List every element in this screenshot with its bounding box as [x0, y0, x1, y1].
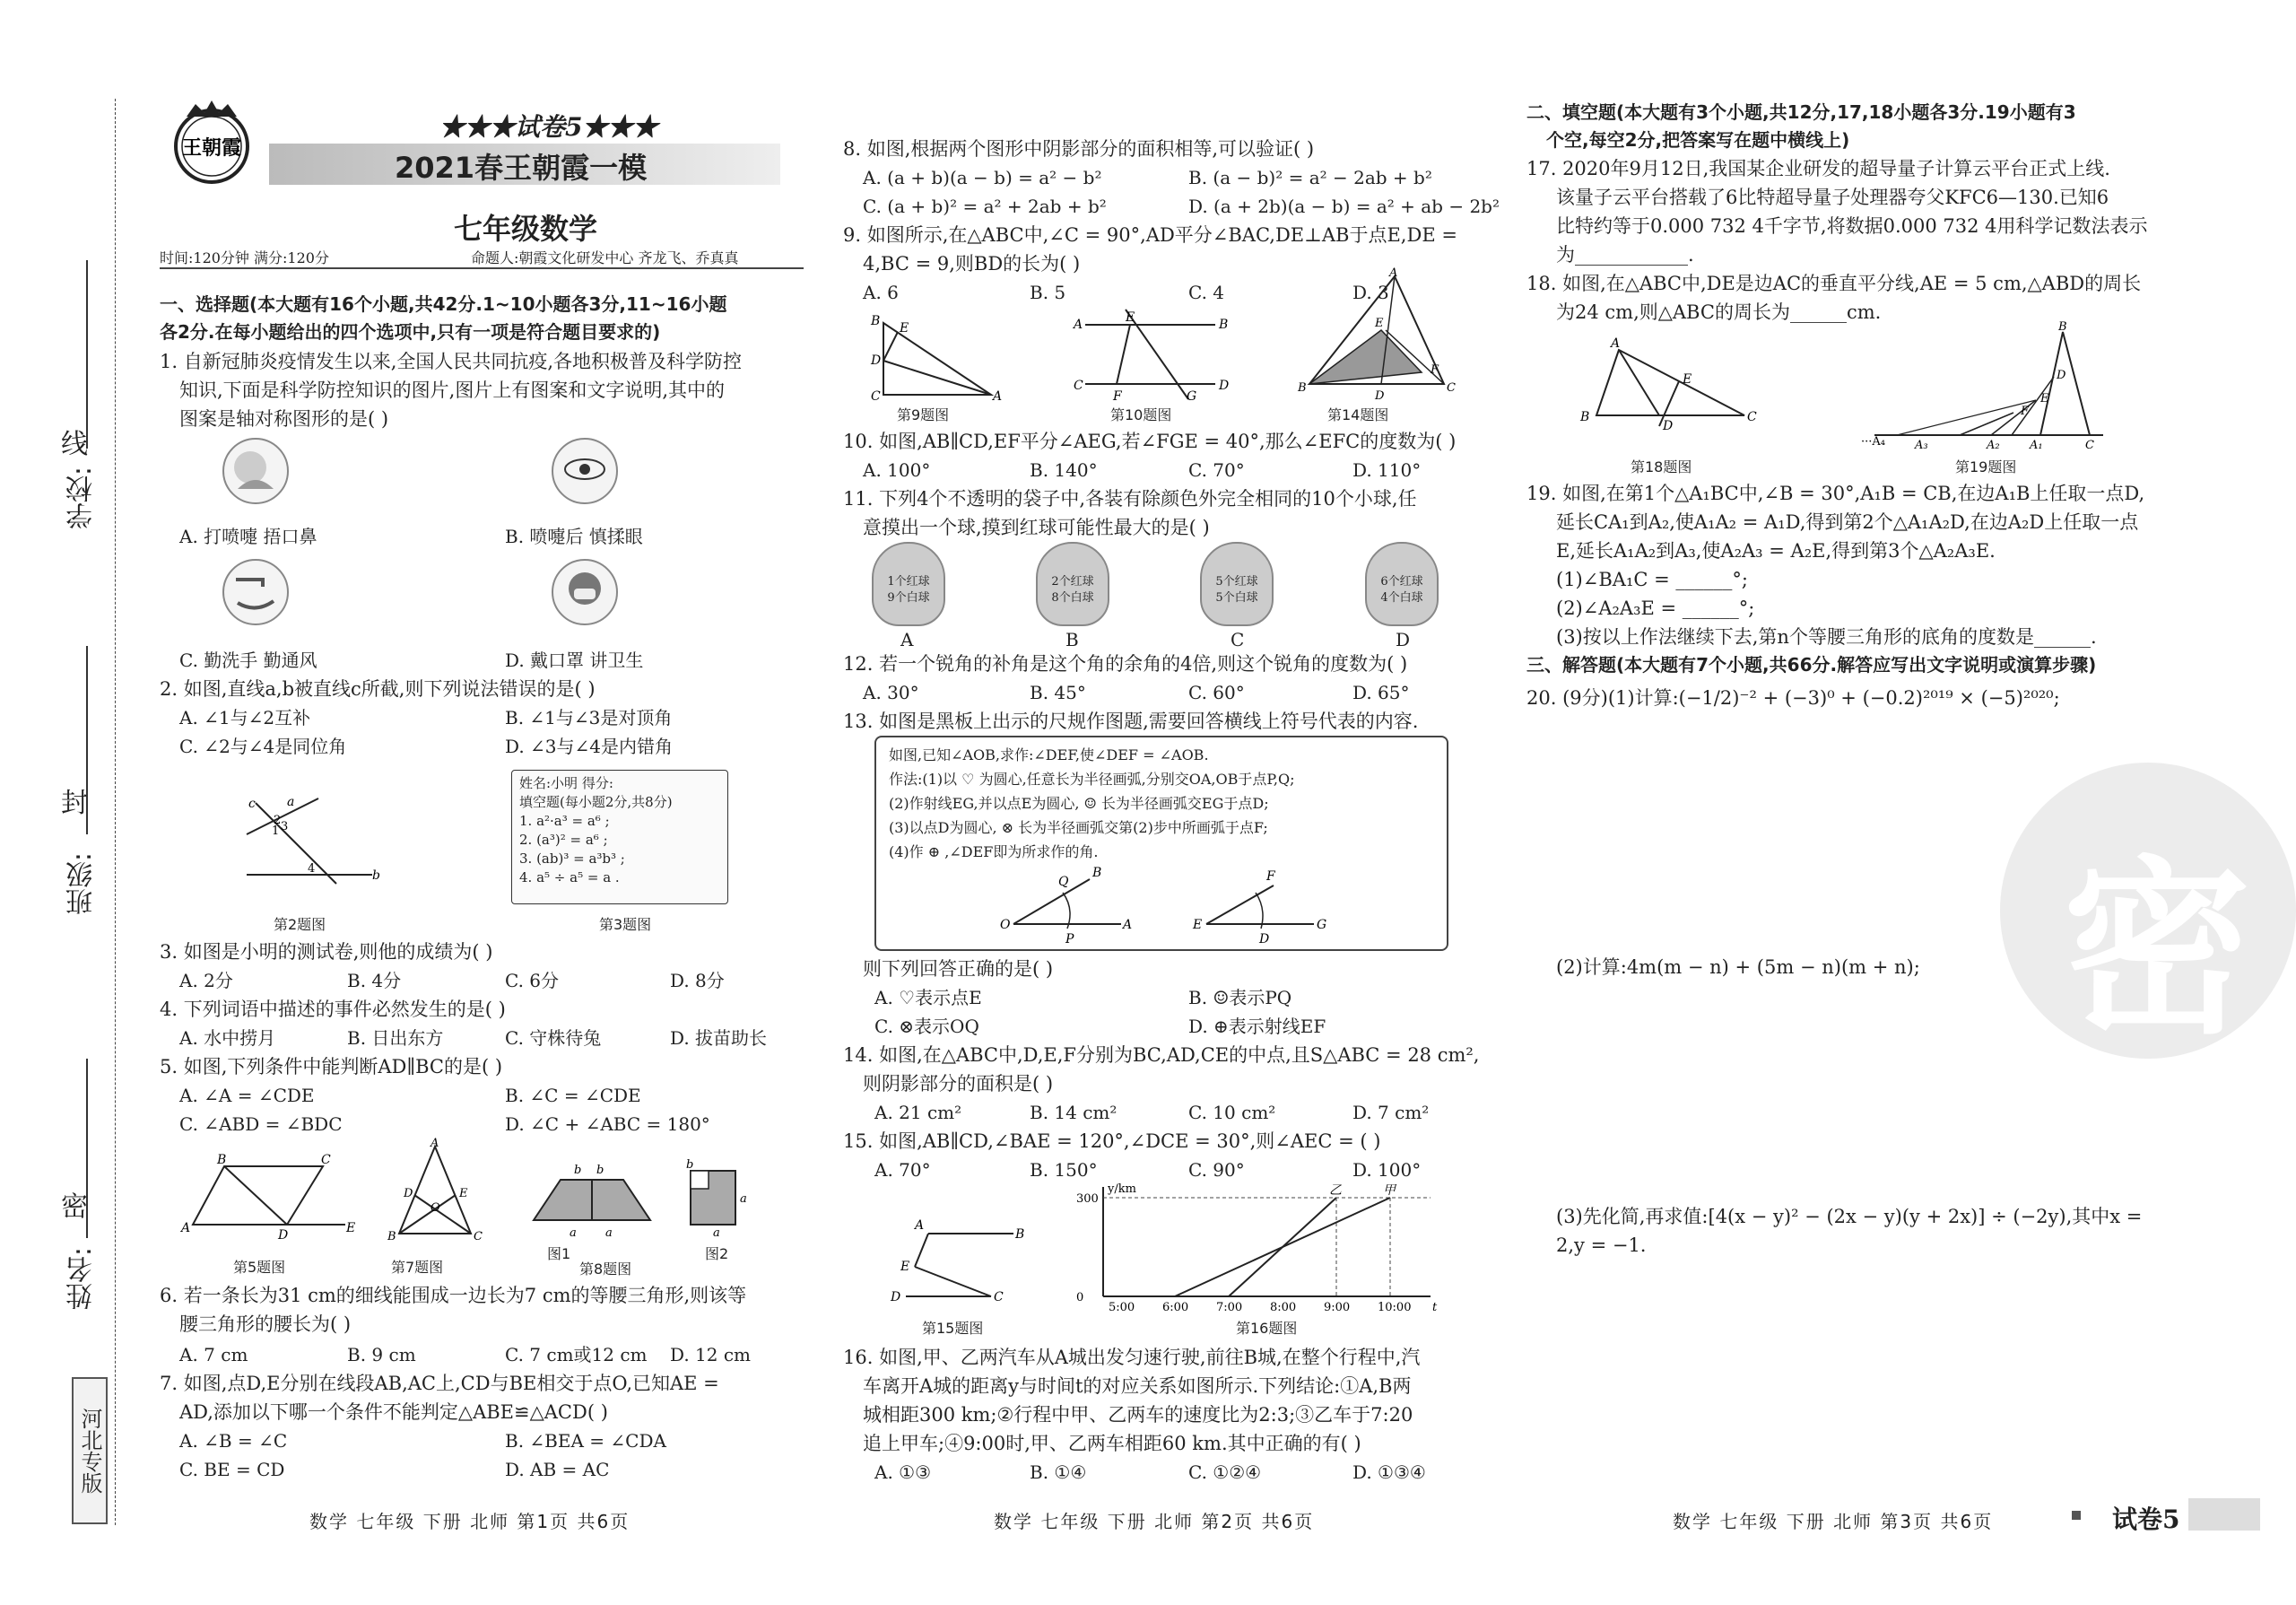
class-field[interactable] [86, 646, 88, 834]
name-label: 姓名: [66, 1247, 98, 1311]
q4-option-a[interactable]: A. 水中捞月 [179, 1027, 276, 1049]
q4-option-b[interactable]: B. 日出东方 [347, 1027, 444, 1049]
q9-caption: 第9题图 [897, 406, 950, 423]
svg-text:A: A [181, 1221, 191, 1235]
q19-caption: 第19题图 [1955, 458, 2017, 475]
svg-text:B: B [1015, 1227, 1025, 1242]
svg-text:b: b [372, 868, 380, 883]
q6-option-c[interactable]: C. 7 cm或12 cm [505, 1344, 648, 1365]
q14-caption: 第14题图 [1327, 406, 1389, 423]
bag-d-white: 4个白球 [1380, 591, 1423, 605]
svg-text:E: E [2040, 392, 2049, 406]
svg-text:a: a [605, 1226, 613, 1240]
q12-line1: 12. 若一个锐角的补角是这个角的余角的4倍,则这个锐角的度数为( ) [843, 653, 1408, 675]
q19-sub2[interactable]: (2)∠A₂A₃E = ______°; [1556, 598, 1755, 619]
q9-line2: 4,BC = 9,则BD的长为( ) [863, 253, 1081, 275]
q6-line2: 腰三角形的腰长为( ) [179, 1313, 352, 1335]
svg-text:a: a [570, 1226, 577, 1240]
bag-b[interactable] [1036, 542, 1109, 626]
q5-figure [179, 1153, 359, 1243]
q15-caption: 第15题图 [922, 1320, 984, 1337]
q9-option-b[interactable]: B. 5 [1030, 282, 1066, 303]
q15-figure [888, 1211, 1049, 1310]
footer-bar [2188, 1498, 2260, 1531]
q3-line1: 3. 如图是小明的测试卷,则他的成绩为( ) [160, 941, 493, 963]
q15-option-c[interactable]: C. 90° [1188, 1159, 1245, 1181]
q4-line1: 4. 下列词语中描述的事件必然发生的是( ) [160, 999, 506, 1020]
q5-option-a[interactable]: A. ∠A = ∠CDE [179, 1085, 315, 1106]
q6-option-b[interactable]: B. 9 cm [347, 1344, 416, 1365]
svg-text:···A₄: ···A₄ [1861, 435, 1885, 449]
q14-line2: 则阴影部分的面积是( ) [863, 1073, 1054, 1095]
logo-text: 王朝霞 [181, 136, 242, 160]
q3-option-a[interactable]: A. 2分 [179, 970, 233, 991]
name-field[interactable] [86, 1059, 88, 1238]
q5-line1: 5. 如图,下列条件中能判断AD∥BC的是( ) [160, 1056, 503, 1077]
svg-text:E: E [900, 1260, 910, 1274]
q8-figure [516, 1157, 785, 1252]
q8-option-c[interactable]: C. (a + b)² = a² + 2ab + b² [863, 196, 1107, 217]
q7-line2: AD,添加以下哪一个条件不能判定△ABE≌△ACD( ) [179, 1401, 608, 1423]
svg-text:A: A [430, 1137, 439, 1150]
q8-caption: 第8题图 [579, 1260, 632, 1278]
q9-option-a[interactable]: A. 6 [863, 282, 899, 303]
svg-text:D: D [404, 1187, 413, 1200]
binding-mark-feng: 封 [61, 788, 88, 819]
school-field[interactable] [86, 260, 88, 449]
svg-text:A: A [1389, 266, 1398, 280]
q12-option-a[interactable]: A. 30° [863, 682, 919, 703]
subject-title: 七年级数学 [454, 212, 598, 246]
svg-text:O: O [430, 1201, 440, 1215]
board-line4: (3)以点D为圆心, ⊗ 长为半径画弧交第(2)步中所画弧于点F; [889, 819, 1268, 836]
chart-series-label: 乙 [1329, 1183, 1342, 1198]
svg-text:G: G [1187, 389, 1197, 404]
q2-option-c[interactable]: C. ∠2与∠4是同位角 [179, 736, 347, 757]
section3-title: 三、解答题(本大题有7个小题,共66分.解答应写出文字说明或演算步骤) [1526, 654, 2097, 676]
q10-option-c[interactable]: C. 70° [1188, 459, 1245, 481]
svg-text:B: B [2058, 320, 2067, 334]
q10-option-d[interactable]: D. 110° [1352, 459, 1422, 481]
q16-chart [1072, 1180, 1444, 1319]
svg-text:b: b [596, 1164, 604, 1177]
svg-text:B: B [1092, 866, 1102, 880]
svg-text:E: E [346, 1221, 356, 1235]
binding-dashed-line [115, 99, 116, 1525]
q3-option-d[interactable]: D. 8分 [670, 970, 725, 991]
sneeze-icon [220, 435, 291, 507]
q14-option-c[interactable]: C. 10 cm² [1188, 1102, 1276, 1123]
svg-text:E: E [1193, 918, 1203, 932]
chart-x-tick: 5:00 [1109, 1301, 1135, 1314]
q19-line1: 19. 如图,在第1个△A₁BC中,∠B = 30°,A₁B = CB,在边A₁B上任取一点D, [1526, 483, 2145, 504]
svg-text:a: a [713, 1226, 720, 1240]
svg-text:C: C [321, 1153, 331, 1167]
svg-text:3: 3 [281, 820, 289, 833]
edition-badge: 河北专版 [72, 1377, 108, 1524]
bag-b-red: 2个红球 [1051, 575, 1094, 589]
q9-option-c[interactable]: C. 4 [1188, 282, 1225, 303]
svg-text:D: D [278, 1228, 289, 1243]
board-line1: 如图,已知∠AOB,求作:∠DEF,使∠DEF = ∠AOB. [889, 746, 1209, 763]
board-line3: (2)作射线EG,并以点E为圆心, ☺ 长为半径画弧交EG于点D; [889, 795, 1269, 812]
q18-line2[interactable]: 为24 cm,则△ABC的周长为______cm. [1556, 301, 1882, 323]
svg-text:E: E [900, 321, 909, 336]
q3-option-b[interactable]: B. 4分 [347, 970, 402, 991]
q2-option-d[interactable]: D. ∠3与∠4是内错角 [505, 736, 674, 757]
chart-x-tick: 8:00 [1270, 1301, 1297, 1314]
svg-text:A₁: A₁ [2030, 439, 2043, 452]
svg-text:D: D [1375, 389, 1385, 403]
section1-title-1: 一、选择题(本大题有16个小题,共42分.1~10小题各3分,11~16小题 [160, 293, 727, 315]
q1-line1: 1. 自新冠肺炎疫情发生以来,全国人民共同抗疫,各地积极普及科学防控 [160, 351, 743, 372]
q16-option-b[interactable]: B. ①④ [1030, 1461, 1087, 1483]
chart-x-label: t [1432, 1301, 1438, 1314]
mask-icon [549, 556, 621, 628]
svg-text:F: F [1113, 389, 1122, 404]
q12-option-b[interactable]: B. 45° [1030, 682, 1086, 703]
svg-text:D: D [871, 353, 882, 368]
svg-text:D: D [1259, 932, 1270, 946]
svg-text:O: O [1000, 918, 1011, 932]
q20-part2: (2)计算:4m(m − n) + (5m − n)(m + n); [1556, 956, 1920, 978]
svg-text:F: F [1266, 869, 1275, 884]
q17-line1: 17. 2020年9月12日,我国某企业研发的超导量子计算云平台正式上线. [1526, 158, 2110, 179]
q12-option-c[interactable]: C. 60° [1188, 682, 1245, 703]
q14-option-a[interactable]: A. 21 cm² [874, 1102, 962, 1123]
bag-c[interactable] [1200, 542, 1274, 626]
test-card-line5: 3. (ab)³ = a³b³ ; [519, 850, 625, 867]
q17-line3: 比特约等于0.000 732 4千字节,将数据0.000 732 4用科学记数法表示 [1556, 215, 2148, 237]
q10-line1: 10. 如图,AB∥CD,EF平分∠AEG,若∠FGE = 40°,那么∠EFC的度数为( ) [843, 431, 1457, 452]
svg-text:2: 2 [274, 814, 282, 827]
test-card-line4: 2. (a³)² = a⁶ ; [519, 832, 608, 848]
footer-paper-tag: 试卷5 [2112, 1505, 2180, 1534]
q6-option-d[interactable]: D. 12 cm [670, 1344, 752, 1365]
q2-figure [238, 789, 381, 888]
q2-option-b[interactable]: B. ∠1与∠3是对顶角 [505, 707, 673, 728]
chart-series-line [1229, 1198, 1336, 1296]
q19-line2: 延长CA₁到A₂,使A₁A₂ = A₁D,得到第2个△A₁A₂D,在边A₂D上任取一点 [1556, 511, 2139, 533]
bag-c-white: 5个白球 [1215, 591, 1258, 605]
q7-option-b[interactable]: B. ∠BEA = ∠CDA [505, 1430, 666, 1452]
q20-part3-line2: 2,y = −1. [1556, 1234, 1647, 1256]
svg-text:C: C [1447, 381, 1456, 395]
q15-option-d[interactable]: D. 100° [1352, 1159, 1422, 1181]
footer-page2: 数学 七年级 下册 北师 第2页 共6页 [994, 1511, 1315, 1532]
eye-icon [549, 435, 621, 507]
svg-text:F: F [2021, 405, 2030, 418]
svg-text:P: P [1065, 932, 1074, 946]
svg-text:D: D [891, 1290, 901, 1304]
svg-text:A₃: A₃ [1915, 439, 1928, 452]
q14-option-b[interactable]: B. 14 cm² [1030, 1102, 1118, 1123]
q13-option-c[interactable]: C. ⊗表示OQ [874, 1016, 979, 1037]
q11-label-c: C [1231, 629, 1245, 650]
q15-option-b[interactable]: B. 150° [1030, 1159, 1098, 1181]
q15-option-a[interactable]: A. 70° [874, 1159, 931, 1181]
q19-line3: E,延长A₁A₂到A₃,使A₂A₃ = A₂E,得到第3个△A₂A₃E. [1556, 540, 1996, 562]
bag-a-white: 9个白球 [887, 591, 930, 605]
svg-text:B: B [1219, 318, 1229, 332]
paper-number: ★★★试卷5★★★ [439, 112, 658, 142]
class-label: 班级: [66, 852, 98, 916]
q14-figure [1296, 266, 1462, 404]
q11-line2: 意摸出一个球,摸到红球可能性最大的是( ) [863, 517, 1210, 538]
chart-y-tick: 0 [1076, 1291, 1084, 1304]
exam-title: 2021春王朝霞一模 [395, 151, 648, 185]
chart-x-tick: 9:00 [1324, 1301, 1351, 1314]
svg-text:C: C [1074, 379, 1083, 393]
q1-option-a[interactable]: A. 打喷嚏 捂口鼻 [179, 526, 317, 547]
q11-line1: 11. 下列4个不透明的袋子中,各装有除颜色外完全相同的10个小球,任 [843, 488, 1417, 510]
svg-text:C: C [474, 1230, 483, 1243]
q16-line3: 城相距300 km;②行程中甲、乙两车的速度比为2:3;③乙车于7:20 [863, 1404, 1413, 1426]
q10-caption: 第10题图 [1110, 406, 1172, 423]
footer-page1: 数学 七年级 下册 北师 第1页 共6页 [309, 1511, 631, 1532]
q8-option-b[interactable]: B. (a − b)² = a² − 2ab + b² [1188, 167, 1432, 188]
test-card [511, 770, 728, 904]
svg-text:G: G [1317, 918, 1327, 932]
q20-part3-line1: (3)先化简,再求值:[4(x − y)² − (2x − y)(y + 2x)] ÷ (−2y),其中x = [1556, 1206, 2143, 1227]
q18-line1: 18. 如图,在△ABC中,DE是边AC的垂直平分线,AE = 5 cm,△ABD的周长 [1526, 273, 2142, 294]
svg-text:1: 1 [272, 824, 280, 838]
watermark-text: 密 [2063, 840, 2252, 1060]
svg-text:A: A [1611, 336, 1621, 351]
svg-text:C: C [2085, 439, 2094, 452]
q16-option-c[interactable]: C. ①②④ [1188, 1461, 1262, 1483]
q7-option-a[interactable]: A. ∠B = ∠C [179, 1430, 288, 1452]
svg-text:E: E [459, 1187, 468, 1200]
bag-a[interactable] [872, 542, 945, 626]
chart-x-tick: 7:00 [1216, 1301, 1243, 1314]
bag-d-red: 6个红球 [1380, 575, 1423, 589]
q9-line1: 9. 如图所示,在△ABC中,∠C = 90°,AD平分∠BAC,DE⊥AB于点E,DE = [843, 224, 1457, 246]
chart-x-tick: 6:00 [1162, 1301, 1189, 1314]
test-card-line1: 姓名:小明 得分: [519, 775, 613, 791]
bag-c-red: 5个红球 [1215, 575, 1258, 589]
board-line2: 作法:(1)以 ♡ 为圆心,任意长为半径画弧,分别交OA,OB于点P,Q; [889, 771, 1295, 788]
q19-sub3[interactable]: (3)按以上作法继续下去,第n个等腰三角形的底角的度数是______. [1556, 626, 2097, 648]
q13-option-b[interactable]: B. ☺表示PQ [1188, 987, 1292, 1008]
q10-option-a[interactable]: A. 100° [863, 459, 931, 481]
q19-sub1[interactable]: (1)∠BA₁C = ______°; [1556, 569, 1748, 590]
q7-line1: 7. 如图,点D,E分别在线段AB,AC上,CD与BE相交于点O,已知AE = [160, 1373, 719, 1394]
binding-mark-xian: 线 [61, 429, 88, 460]
svg-text:b: b [686, 1158, 694, 1172]
q5-option-b[interactable]: B. ∠C = ∠CDE [505, 1085, 641, 1106]
bag-b-white: 8个白球 [1051, 591, 1094, 605]
q5-option-c[interactable]: C. ∠ABD = ∠BDC [179, 1113, 343, 1135]
q13-line2: 则下列回答正确的是( ) [863, 958, 1054, 980]
binding-mark-mi: 密 [61, 1191, 88, 1223]
q3-caption: 第3题图 [599, 916, 652, 933]
svg-text:a: a [740, 1192, 747, 1206]
q16-option-d[interactable]: D. ①③④ [1352, 1461, 1426, 1483]
q1-line2: 知识,下面是科学防控知识的图片,图片上有图案和文字说明,其中的 [179, 379, 726, 401]
q13-construction [996, 866, 1372, 946]
svg-text:D: D [1663, 419, 1674, 433]
q16-caption: 第16题图 [1236, 1320, 1298, 1337]
q15-line1: 15. 如图,AB∥CD,∠BAE = 120°,∠DCE = 30°,则∠AEC = ( ) [843, 1130, 1381, 1152]
q9-option-d[interactable]: D. 3 [1352, 282, 1389, 303]
q11-label-b: B [1065, 629, 1079, 650]
q12-option-d[interactable]: D. 65° [1352, 682, 1410, 703]
q6-line1: 6. 若一条长为31 cm的细线能围成一边长为7 cm的等腰三角形,则该等 [160, 1285, 747, 1306]
q18-caption: 第18题图 [1631, 458, 1692, 475]
q9-figure [865, 305, 1003, 404]
svg-text:Q: Q [1058, 875, 1069, 889]
q16-option-a[interactable]: A. ①③ [874, 1461, 932, 1483]
svg-text:F: F [1431, 363, 1439, 377]
q8-option-a[interactable]: A. (a + b)(a − b) = a² − b² [863, 167, 1102, 188]
bag-a-red: 1个红球 [887, 575, 930, 589]
test-card-line6: 4. a⁵ ÷ a⁵ = a . [519, 869, 620, 885]
q19-figure [1861, 320, 2121, 453]
q11-label-a: A [900, 629, 914, 650]
q20-part1: 20. (9分)(1)计算:(−1/2)⁻² + (−3)⁰ + (−0.2)²⁰¹⁹ × (−5)²⁰²⁰; [1526, 687, 2060, 709]
q16-line4: 追上甲车;④9:00时,甲、乙两车相距60 km.其中正确的有( ) [863, 1433, 1361, 1454]
school-label: 学校: [66, 467, 98, 530]
svg-text:A: A [1123, 918, 1133, 932]
q2-line1: 2. 如图,直线a,b被直线c所截,则下列说法错误的是( ) [160, 678, 596, 700]
svg-text:B: B [1580, 410, 1590, 424]
q14-line1: 14. 如图,在△ABC中,D,E,F分别为BC,AD,CE的中点,且S△ABC = 28 cm², [843, 1044, 1480, 1066]
q8-fig1-caption: 图1 [547, 1245, 571, 1262]
footer-decoration [2072, 1511, 2081, 1520]
time-info: 时间:120分钟 满分:120分 [160, 249, 329, 266]
svg-text:a: a [287, 795, 295, 809]
svg-text:D: D [1219, 379, 1230, 393]
svg-text:C: C [871, 389, 881, 404]
header-rule [160, 267, 804, 269]
brand-logo [160, 97, 267, 187]
svg-text:C: C [1747, 410, 1757, 424]
chart-y-label: y/km [1108, 1182, 1136, 1196]
svg-text:c: c [248, 797, 256, 811]
test-card-line2: 填空题(每小题2分,共8分) [519, 794, 673, 810]
svg-text:B: B [217, 1153, 227, 1167]
q4-option-c[interactable]: C. 守株待兔 [505, 1027, 602, 1049]
q16-line1: 16. 如图,甲、乙两汽车从A城出发匀速行驶,前往B城,在整个行程中,汽 [843, 1347, 1421, 1368]
q14-option-d[interactable]: D. 7 cm² [1352, 1102, 1430, 1123]
q2-caption: 第2题图 [274, 916, 326, 933]
q13-line1: 13. 如图是黑板上出示的尺规作图题,需要回答横线上符号代表的内容. [843, 711, 1419, 732]
author-info: 命题人:朝霞文化研发中心 齐龙飞、乔真真 [471, 249, 739, 266]
q17-line2: 该量子云平台搭载了6比特超导量子处理器夸父KFC6—130.已知6 [1556, 187, 2109, 208]
section1-title-2: 各2分.在每小题给出的四个选项中,只有一项是符合题目要求的) [160, 321, 661, 343]
q7-option-d[interactable]: D. AB = AC [505, 1459, 610, 1480]
svg-text:A: A [915, 1218, 925, 1233]
chart-series-label: 甲 [1383, 1183, 1396, 1198]
q11-label-d: D [1396, 629, 1411, 650]
q5-caption: 第5题图 [233, 1259, 286, 1276]
section2-title-2: 个空,每空2分,把答案写在题中横线上) [1546, 129, 1850, 151]
svg-text:E: E [1375, 317, 1384, 330]
q13-option-a[interactable]: A. ♡表示点E [874, 987, 982, 1008]
test-card-line3: 1. a²·a³ = a⁶ ; [519, 813, 610, 829]
q16-line2: 车离开A城的距离y与时间t的对应关系如图所示.下列结论:①A,B两 [863, 1375, 1412, 1397]
q7-option-c[interactable]: C. BE = CD [179, 1459, 285, 1480]
svg-text:A₂: A₂ [1987, 439, 2000, 452]
q18-figure [1578, 336, 1758, 435]
q3-option-c[interactable]: C. 6分 [505, 970, 560, 991]
q6-option-a[interactable]: A. 7 cm [179, 1344, 248, 1365]
q4-option-d[interactable]: D. 拔苗助长 [670, 1027, 768, 1049]
chart-x-tick: 10:00 [1378, 1301, 1412, 1314]
chart-y-tick: 300 [1076, 1192, 1099, 1206]
q1-line3: 图案是轴对称图形的是( ) [179, 408, 389, 430]
svg-text:D: D [2057, 369, 2066, 382]
svg-text:E: E [1126, 310, 1135, 325]
svg-text:b: b [574, 1164, 582, 1177]
q7-figure [386, 1139, 484, 1243]
svg-text:A: A [1074, 318, 1083, 332]
board-line5: (4)作 ⊕ ,∠DEF即为所求作的角. [889, 843, 1099, 860]
q1-option-d[interactable]: D. 戴口罩 讲卫生 [505, 650, 644, 671]
footer-page3: 数学 七年级 下册 北师 第3页 共6页 [1673, 1511, 1994, 1532]
q2-option-a[interactable]: A. ∠1与∠2互补 [179, 707, 311, 728]
q8-line1: 8. 如图,根据两个图形中阴影部分的面积相等,可以验证( ) [843, 138, 1315, 160]
q1-option-b[interactable]: B. 喷嚏后 慎揉眼 [505, 526, 643, 547]
svg-text:C: C [994, 1290, 1004, 1304]
svg-text:B: B [871, 314, 881, 328]
q13-option-d[interactable]: D. ⊕表示射线EF [1188, 1016, 1326, 1037]
q17-line4[interactable]: 为____________. [1556, 244, 1694, 266]
handwash-icon [220, 556, 291, 628]
svg-text:A: A [993, 389, 1003, 404]
bag-d[interactable] [1365, 542, 1439, 626]
section2-title-1: 二、填空题(本大题有3个小题,共12分,17,18小题各3分.19小题有3 [1526, 101, 2076, 123]
q8-option-d[interactable]: D. (a + 2b)(a − b) = a² + ab − 2b² [1188, 196, 1500, 217]
svg-text:4: 4 [308, 862, 316, 876]
svg-text:B: B [387, 1230, 396, 1243]
svg-text:E: E [1683, 372, 1692, 387]
q10-option-b[interactable]: B. 140° [1030, 459, 1098, 481]
svg-text:B: B [1298, 381, 1307, 395]
q10-figure [1072, 305, 1233, 404]
q7-caption: 第7题图 [391, 1259, 444, 1276]
q1-option-c[interactable]: C. 勤洗手 勤通风 [179, 650, 317, 671]
q5-option-d[interactable]: D. ∠C + ∠ABC = 180° [505, 1113, 710, 1135]
q8-fig2-caption: 图2 [705, 1245, 729, 1262]
